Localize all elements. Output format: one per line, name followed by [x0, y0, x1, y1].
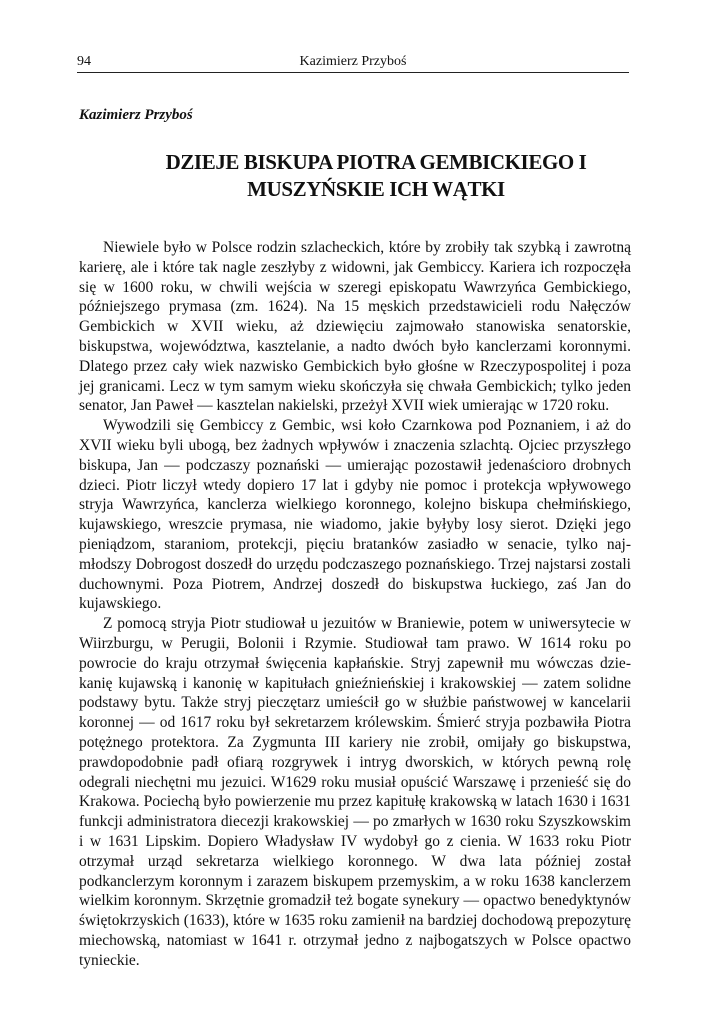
page-header [77, 52, 629, 73]
running-head: Kazimierz Przyboś [299, 54, 407, 69]
page-number: 94 [77, 54, 91, 69]
article-title [77, 149, 675, 203]
article-author: Kazimierz Przyboś [79, 107, 193, 123]
title-line-1: DZIEJE BISKUPA PIOTRA GEMBICKIEGO I [165, 150, 587, 174]
paragraph-2: Wywodzili się Gembiccy z Gembic, wsi koło Czarnkowa pod Poznaniem, i aż do XVII wieku byli ubogą, bez żadnych wpływów i znaczenia szlachtą. Ojciec przyszłego biskupa, Jan — podczaszy poznański — umierając pozostawił jedenaścioro drobnych dzieci. Piotr liczył wtedy dopiero 17 lat i gdyby nie pomoc i protekcja wpływowego stryja Wawrzyńca, kanclerza wielkiego koronnego, kolejno biskupa chełmińskiego, kujawskiego, wreszcie prymasa, nie wiadomo, jakie byłyby losy sierot. Dzięki jego pieniądzom, staraniom, protekcji, pięciu bratanków zasiadło w senacie, tylko najmłodszy Dobrogost doszedł do urzędu podczaszego poznańskiego. Trzej najstarsi zostali duchownymi. Poza Piotrem, Andrzej doszedł do biskupstwa łuckiego, zaś Jan do kujawskiego. [79, 417, 631, 613]
paragraph-1: Niewiele było w Polsce rodzin szlacheckich, które by zrobiły tak szybką i zawrotną karierę, ale i które tak nagle zeszłyby z widowni, jak Gembiccy. Kariera ich rozpoczęła się w 1600 roku, w chwili wejścia w szeregi episkopatu Wawrzyńca Gembickiego, późniejszego prymasa (zm. 1624). Na 15 męskich przedstawicieli rodu Nałęczów Gembickich w XVII wieku, aż dziewięciu zajmowało stanowiska senatorskie, biskupstwa, województwa, kasztelanie, a nadto dwóch było kanclerzami koronnymi. Dlatego przez cały wiek nazwisko Gembickich było głośne w Rzeczypospolitej i poza jej granicami. Lecz w tym samym wieku skończyła się chwała Gembickich; tylko jeden senator, Jan Paweł — kasztelan nakielski, przeżył XVII wiek umierając w 1720 roku. [79, 239, 631, 415]
paragraph-3: Z pomocą stryja Piotr studiował u jezuitów w Braniewie, potem w uniwersytecie w Wiirzburgu, w Perugii, Bolonii i Rzymie. Studiował tam prawo. W 1614 roku po powrocie do kraju otrzymał święcenia kapłańskie. Stryj zapewnił mu wówczas dziekanię kujawską i kanonię w kapitułach gnieźnieńskiej i krakowskiej — zatem solidne podstawy bytu. Także stryj pieczętarz umieścił go w służbie państwowej w kancelarii koronnej — od 1617 roku był sekretarzem królewskim. Śmierć stryja pozbawiła Piotra potężnego protektora. Za Zygmunta III kariery nie zrobił, omijały go biskupstwa, prawdopodobnie padł ofiarą rozgrywek i intryg dworskich, w których pewną rolę odegrali niechętni mu jezuici. W1629 roku musiał opuścić Warszawę i przenieść się do Krakowa. Pociechą było powierzenie mu przez kapitułę krakowską w latach 1630 i 1631 funkcji administratora diecezji krakowskiej — po zmarłych w 1630 roku Szyszkowskim i w 1631 Lipskim. Dopiero Władysław IV wydobył go z cienia. W 1633 roku Piotr otrzymał urząd sekretarza wielkiego koronnego. W dwa lata później został podkanclerzym koronnym i zarazem biskupem przemyskim, a w roku 1638 kanclerzem wielkim koronnym. Skrzętnie gromadził też bogate synekury — opactwo benedyktynów świętokrzyskich (1633), które w 1635 roku zamienił na bardziej dochodową prepozyturę miechowską, natomiast w 1641 r. otrzymał jedno z najbogatszych w Polsce opactwo tynieckie. [79, 615, 631, 969]
title-line-2: MUSZYŃSKIE ICH WĄTKI [247, 177, 505, 201]
article-body [79, 238, 631, 970]
